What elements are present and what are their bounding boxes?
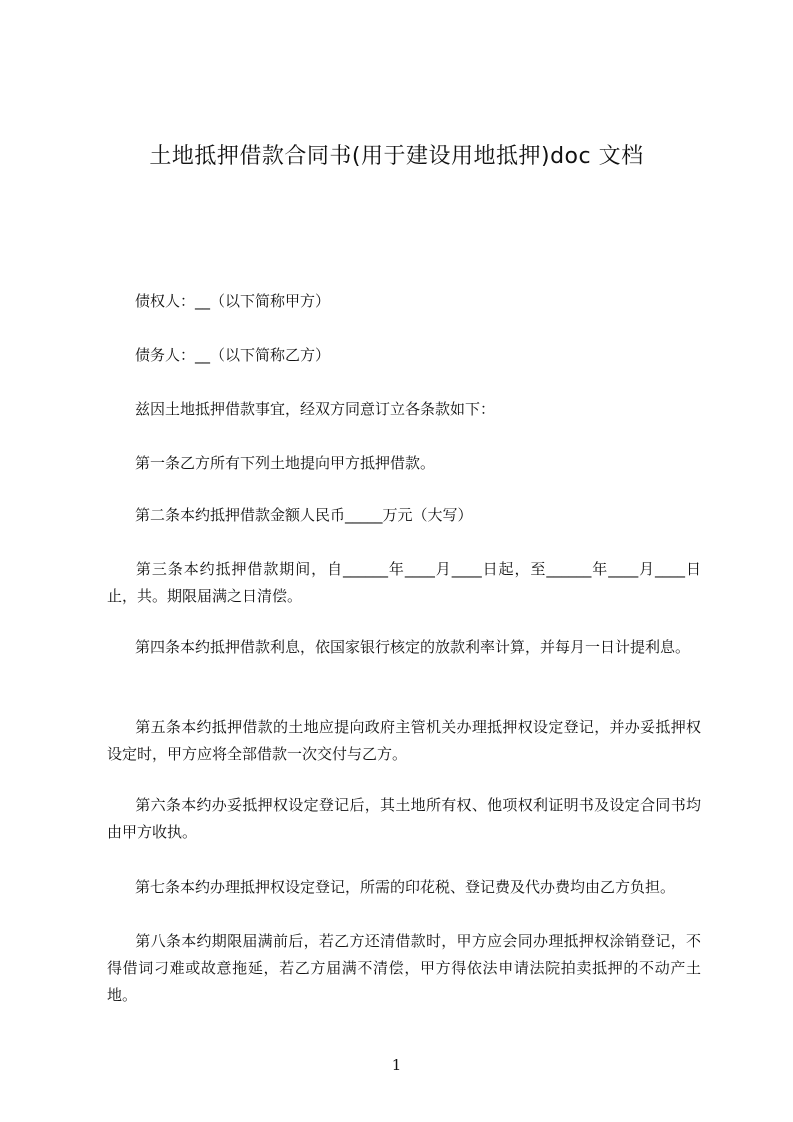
article-8 bbox=[107, 928, 701, 1009]
document-title: 土地抵押借款合同书(用于建设用地抵押)doc 文档 bbox=[149, 144, 644, 169]
article-8-text: 第八条本约期限届满前后，若乙方还清借款时，甲方应会同办理抵押权涂销登记，不得借词刁难或故意拖延，若乙方届满不清偿，甲方得依法申请法院拍卖抵押的不动产土地。 bbox=[107, 932, 701, 1004]
article-6-text: 第六条本约办妥抵押权设定登记后，其土地所有权、他项权利证明书及设定合同书均由甲方收执。 bbox=[107, 796, 701, 841]
creditor-line: 债权人：__（以下简称甲方） bbox=[135, 292, 331, 310]
article-5 bbox=[107, 714, 701, 768]
article-6 bbox=[107, 792, 701, 846]
intro-paragraph: 兹因土地抵押借款事宜，经双方同意订立各条款如下： bbox=[135, 400, 496, 418]
article-2: 第二条本约抵押借款金额人民币_____万元（大写） bbox=[135, 506, 473, 524]
article-3 bbox=[107, 556, 701, 610]
page-number: 1 bbox=[391, 1056, 402, 1074]
debtor-line: 债务人：__（以下简称乙方） bbox=[135, 346, 331, 364]
article-4-text: 第四条本约抵押借款利息，依国家银行核定的放款利率计算，并每月一日计提利息。 bbox=[135, 638, 691, 656]
article-5-text: 第五条本约抵押借款的土地应提向政府主管机关办理抵押权设定登记，并办妥抵押权设定时，甲方应将全部借款一次交付与乙方。 bbox=[107, 718, 701, 763]
article-4 bbox=[107, 634, 701, 661]
article-1: 第一条乙方所有下列土地提向甲方抵押借款。 bbox=[135, 454, 436, 472]
article-7: 第七条本约办理抵押权设定登记，所需的印花税、登记费及代办费均由乙方负担。 bbox=[135, 878, 676, 896]
article-3-text: 第三条本约抵押借款期间，自______年____月____日起，至______年____月____日止，共。期限届满之日清偿。 bbox=[107, 560, 701, 605]
